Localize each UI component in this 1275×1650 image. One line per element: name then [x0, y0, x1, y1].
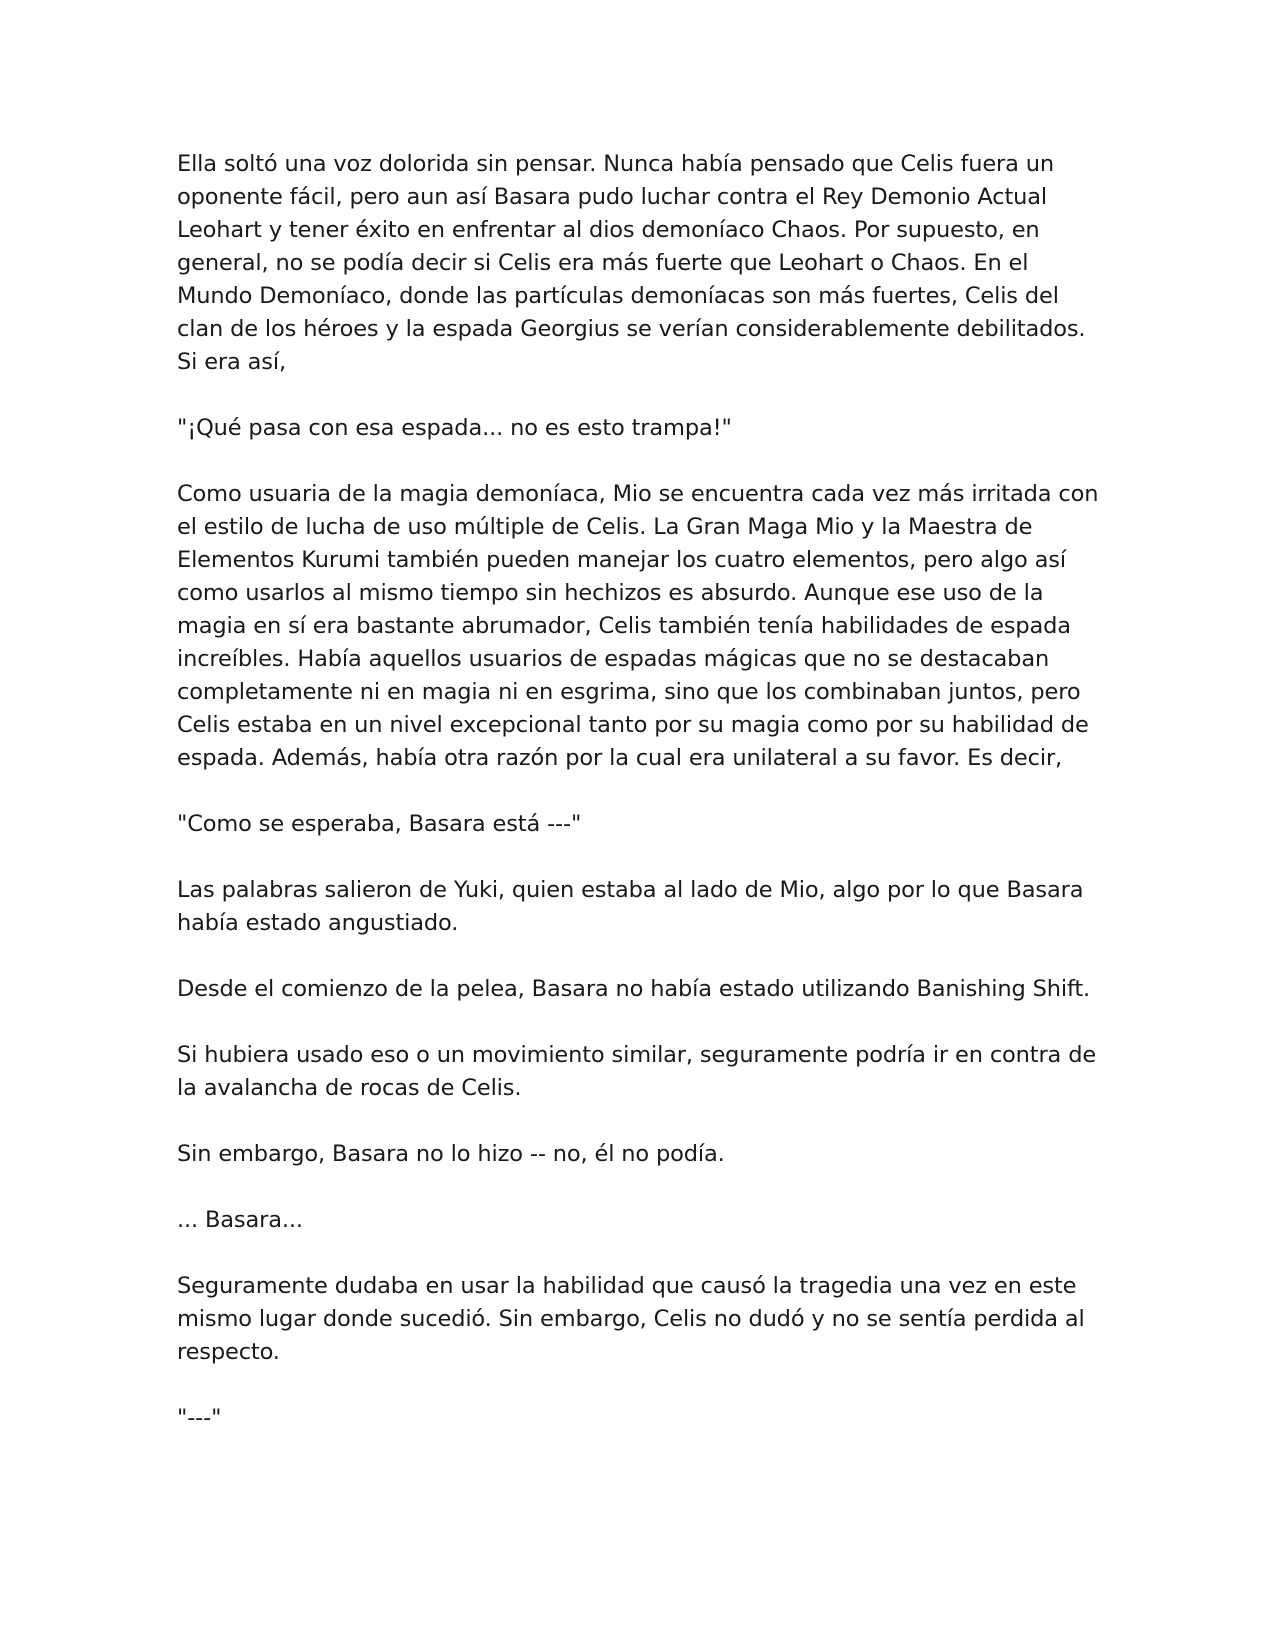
- paragraph-7: Si hubiera usado eso o un movimiento similar, seguramente podría ir en contra de la avalancha de rocas de Celis.: [177, 1042, 1097, 1101]
- paragraph-8: Sin embargo, Basara no lo hizo -- no, él no podía.: [177, 1141, 725, 1167]
- paragraph-1: Ella soltó una voz dolorida sin pensar. Nunca había pensado que Celis fuera un oponente fácil, pero aun así Basara pudo luchar contra el Rey Demonio Actual Leohart y tener éxito en enfrentar al dios demoníaco Chaos. Por supuesto, en general, no se podía decir si Celis era más fuerte que Leohart o Chaos. En el Mundo Demoníaco, donde las partículas demoníacas son más fuertes, Celis del clan de los héroes y la espada Georgius se verían considerablemente debilitados. Si era así,: [177, 151, 1086, 375]
- paragraph-5: Las palabras salieron de Yuki, quien estaba al lado de Mio, algo por lo que Basara había estado angustiado.: [177, 877, 1084, 936]
- body-text: [177, 148, 1107, 1468]
- paragraph-10: Seguramente dudaba en usar la habilidad que causó la tragedia una vez en este mismo lugar donde sucedió. Sin embargo, Celis no dudó y no se sentía perdida al respecto.: [177, 1273, 1085, 1365]
- paragraph-3: Como usuaria de la magia demoníaca, Mio se encuentra cada vez más irritada con el estilo de lucha de uso múltiple de Celis. La Gran Maga Mio y la Maestra de Elementos Kurumi también pueden manejar los cuatro elementos, pero algo así como usarlos al mismo tiempo sin hechizos es absurdo. Aunque ese uso de la magia en sí era bastante abrumador, Celis también tenía habilidades de espada increíbles. Había aquellos usuarios de espadas mágicas que no se destacaban completamente ni en magia ni en esgrima, sino que los combinaban juntos, pero Celis estaba en un nivel excepcional tanto por su magia como por su habilidad de espada. Además, había otra razón por la cual era unilateral a su favor. Es decir,: [177, 481, 1099, 771]
- paragraph-9: ... Basara...: [177, 1207, 303, 1233]
- paragraph-4: "Como se esperaba, Basara está ---": [177, 811, 582, 837]
- paragraph-2: "¡Qué pasa con esa espada... no es esto trampa!": [177, 415, 732, 441]
- paragraph-11: "---": [177, 1405, 222, 1431]
- paragraph-6: Desde el comienzo de la pelea, Basara no había estado utilizando Banishing Shift.: [177, 976, 1091, 1002]
